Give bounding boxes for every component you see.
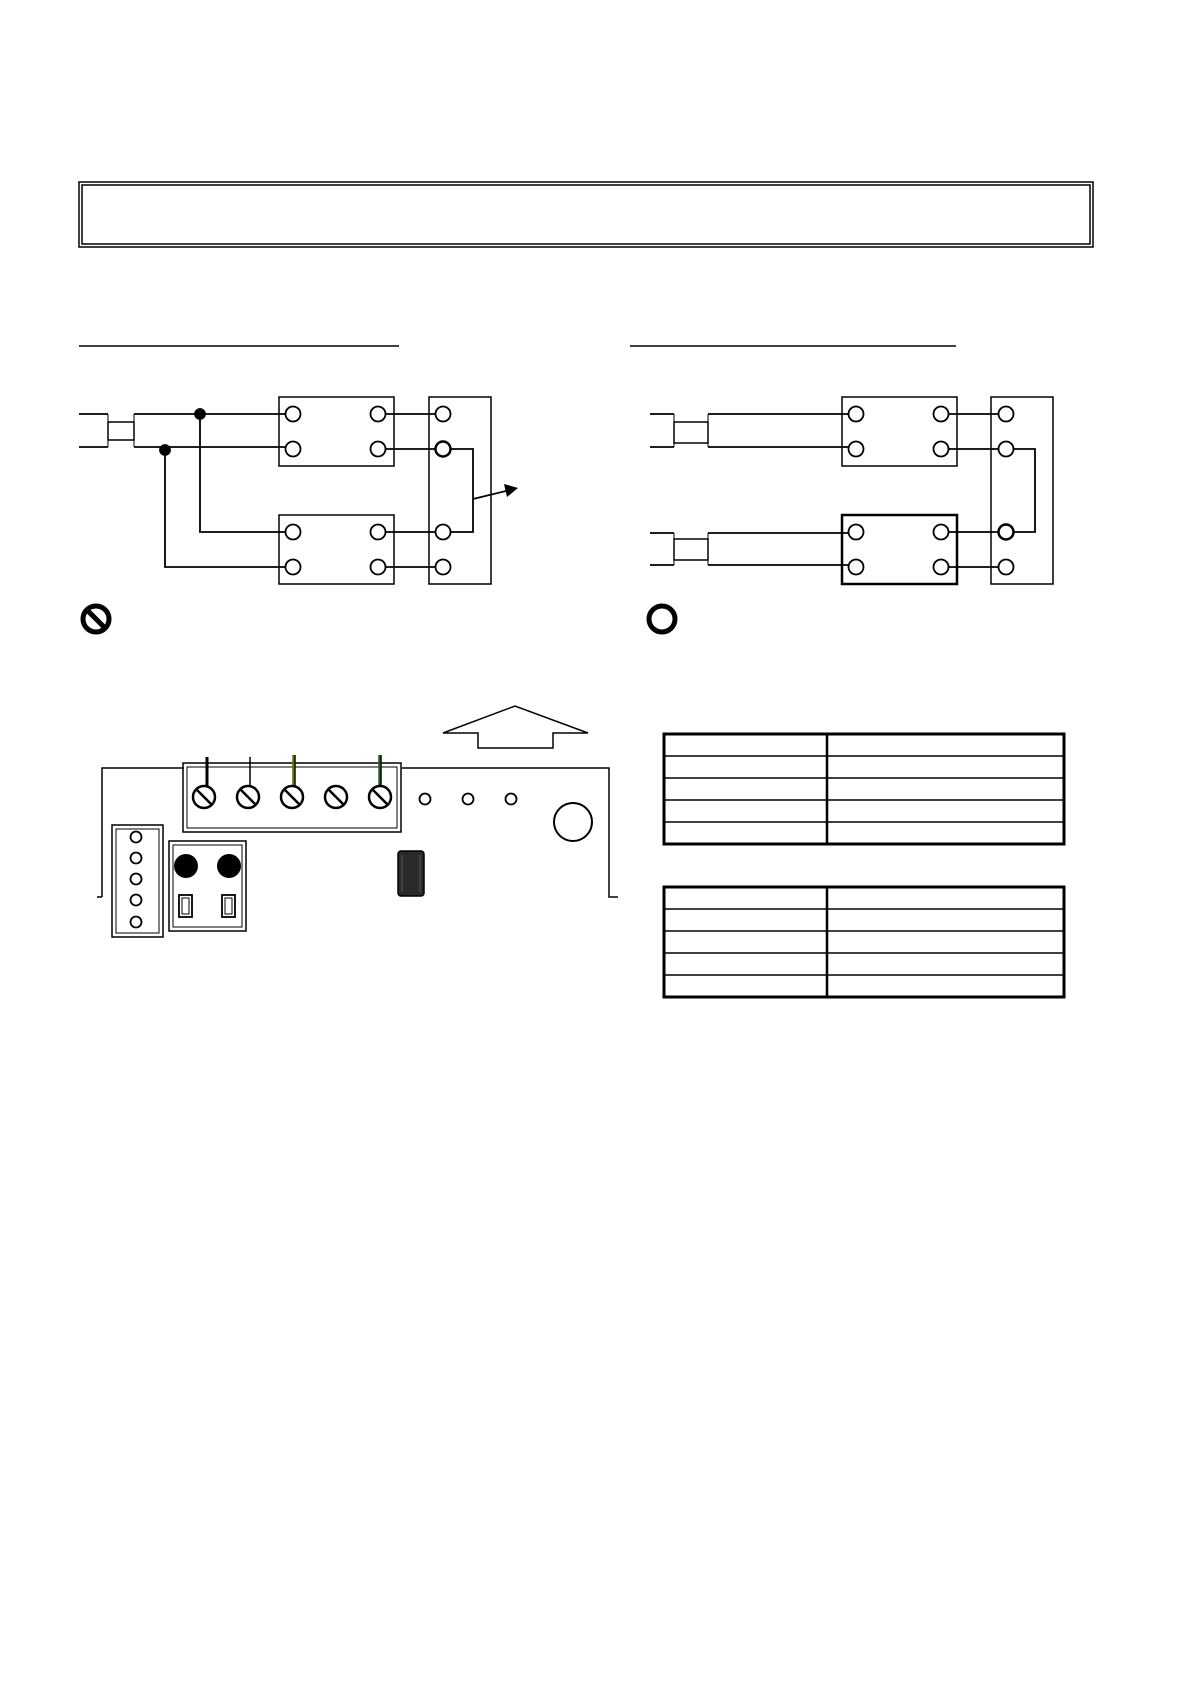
right-connector-lower bbox=[674, 539, 708, 560]
screw-terminal bbox=[325, 786, 347, 808]
spec-table bbox=[664, 887, 1064, 997]
screw-terminal bbox=[237, 786, 259, 808]
right-connector-upper bbox=[674, 422, 708, 443]
terminal-strip bbox=[991, 397, 1053, 584]
up-arrow-icon bbox=[443, 706, 588, 748]
left-wiring-diagram bbox=[79, 397, 518, 584]
screw-terminal bbox=[193, 786, 215, 808]
led-indicator bbox=[506, 794, 517, 805]
left-connector bbox=[108, 422, 134, 440]
control-board bbox=[97, 755, 618, 937]
screw-terminal bbox=[281, 786, 303, 808]
prohibited-icon bbox=[83, 606, 109, 632]
jumper-block bbox=[169, 841, 246, 931]
led-indicator bbox=[463, 794, 474, 805]
ok-circle-icon bbox=[649, 606, 675, 632]
header-box bbox=[79, 182, 1093, 247]
spec-table bbox=[664, 734, 1064, 844]
right-wiring-diagram bbox=[650, 397, 1053, 584]
led-indicator bbox=[420, 794, 431, 805]
round-component bbox=[554, 803, 592, 841]
chip bbox=[398, 851, 424, 896]
side-connector bbox=[112, 825, 163, 937]
tables bbox=[664, 734, 1064, 997]
screw-terminal bbox=[369, 786, 391, 808]
terminal-strip bbox=[429, 397, 491, 584]
